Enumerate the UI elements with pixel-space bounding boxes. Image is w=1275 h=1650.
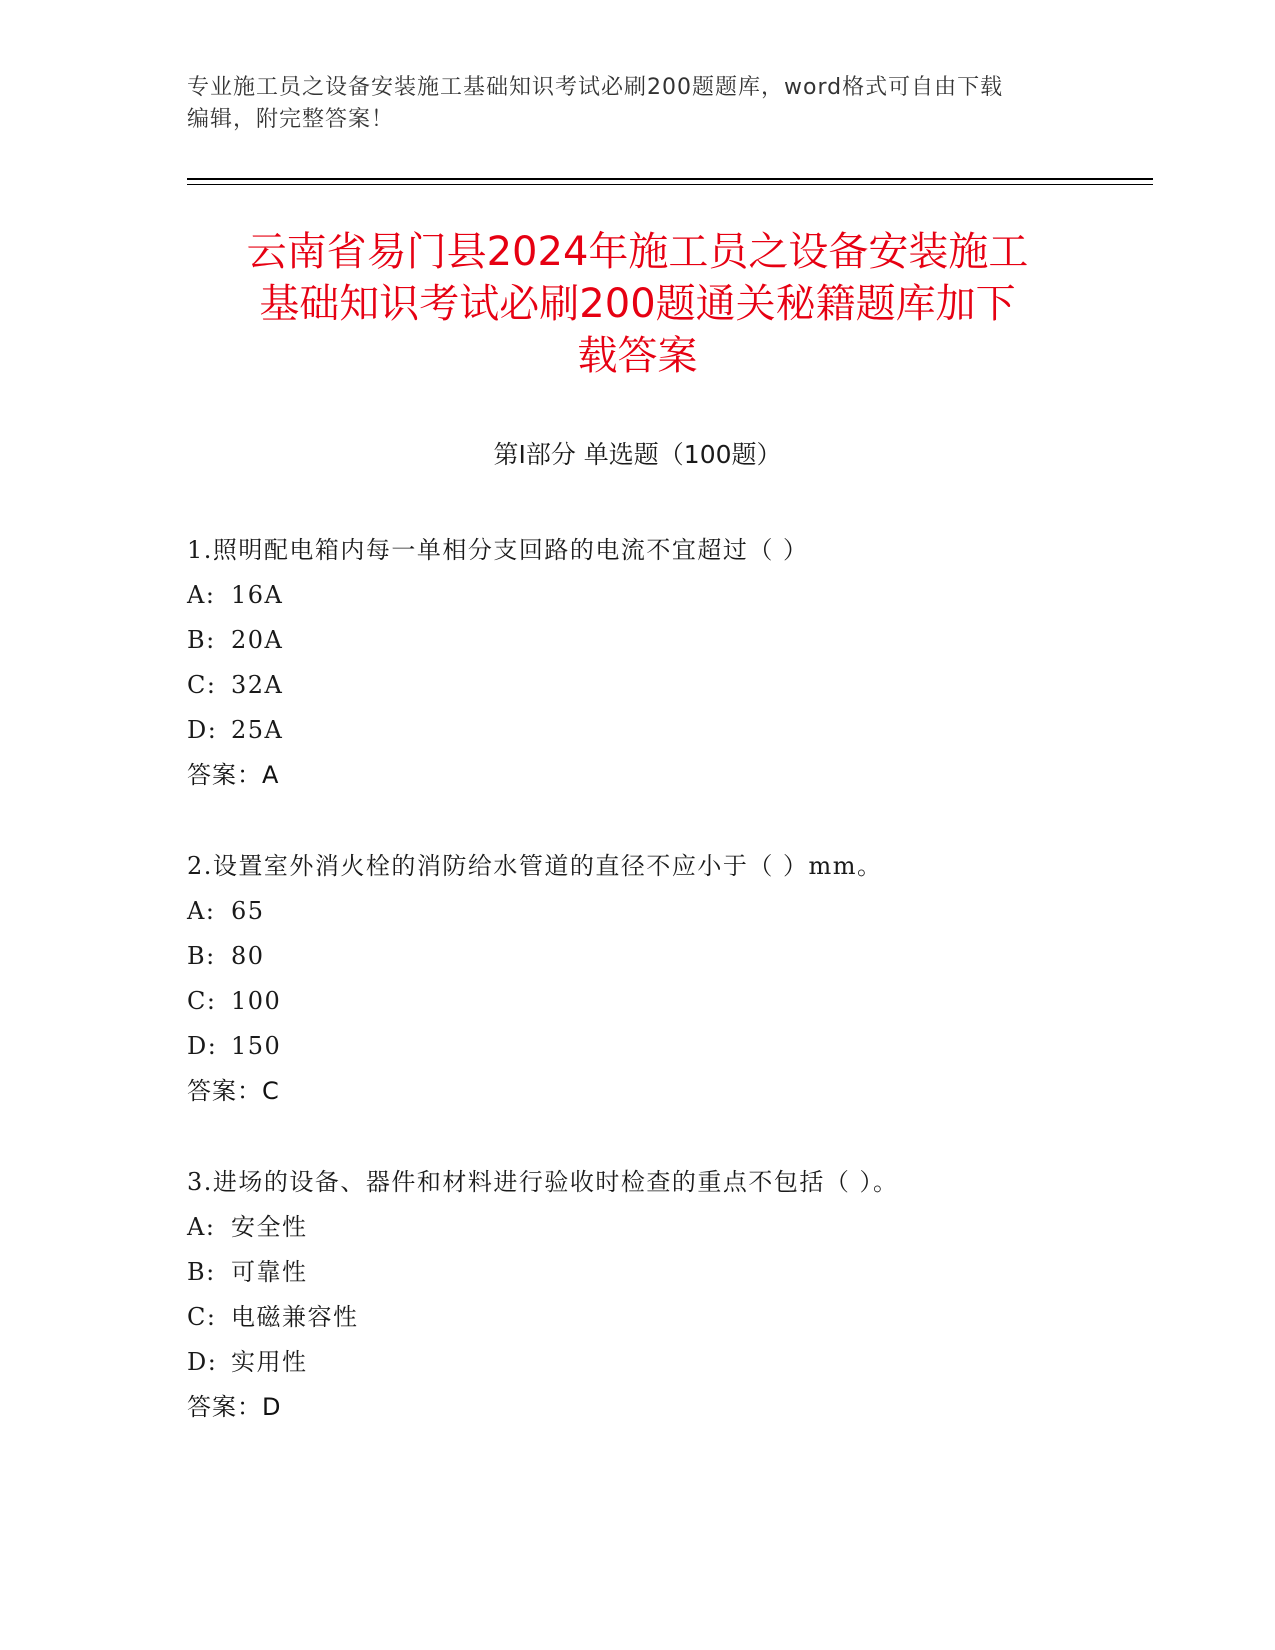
option-label: A:	[187, 1213, 216, 1241]
option-label: B:	[187, 1258, 216, 1286]
option-text: 电磁兼容性	[231, 1303, 359, 1331]
option-text: 80	[231, 942, 265, 970]
answer-line: 答案：C	[187, 1077, 280, 1105]
option-label: B:	[187, 626, 216, 654]
option-text: 150	[231, 1032, 282, 1060]
option-d	[187, 708, 1137, 753]
header-note-line-1: 专业施工员之设备安装施工基础知识考试必刷200题题库，word格式可自由下载	[187, 75, 1004, 100]
option-d	[187, 1024, 1137, 1069]
option-text: 16A	[231, 581, 284, 609]
option-c	[187, 663, 1137, 708]
option-b	[187, 934, 1137, 979]
option-label: A:	[187, 581, 216, 609]
option-text: 实用性	[231, 1348, 308, 1376]
option-label: D:	[187, 1348, 218, 1376]
header-note-line-2: 编辑，附完整答案！	[187, 107, 395, 132]
answer-line: 答案：D	[187, 1393, 282, 1421]
question-stem: 3.进场的设备、器件和材料进行验收时检查的重点不包括（ ）。	[187, 1168, 899, 1196]
option-a	[187, 573, 1137, 618]
option-text: 100	[231, 987, 282, 1015]
option-text: 65	[231, 897, 265, 925]
question-item	[187, 1160, 1137, 1430]
document-title	[150, 226, 1125, 382]
option-label: C:	[187, 987, 217, 1015]
option-c	[187, 1295, 1137, 1340]
header-divider-thick	[187, 178, 1153, 180]
question-spacer	[187, 798, 1137, 844]
answer-line: 答案：A	[187, 761, 280, 789]
question-item	[187, 844, 1137, 1114]
option-text: 25A	[231, 716, 284, 744]
option-label: C:	[187, 1303, 217, 1331]
option-label: A:	[187, 897, 216, 925]
question-stem: 2.设置室外消火栓的消防给水管道的直径不应小于（ ）mm。	[187, 852, 883, 880]
option-a	[187, 889, 1137, 934]
document-title-line-3: 载答案	[577, 333, 698, 379]
option-text: 可靠性	[231, 1258, 308, 1286]
option-b	[187, 618, 1137, 663]
question-item	[187, 528, 1137, 798]
document-title-line-2: 基础知识考试必刷200题通关秘籍题库加下	[259, 281, 1016, 327]
option-text: 32A	[231, 671, 284, 699]
header-note	[187, 72, 1087, 136]
option-text: 安全性	[231, 1213, 308, 1241]
option-d	[187, 1340, 1137, 1385]
option-text: 20A	[231, 626, 284, 654]
document-title-line-1: 云南省易门县2024年施工员之设备安装施工	[246, 229, 1029, 275]
option-c	[187, 979, 1137, 1024]
header-divider-thin	[187, 184, 1153, 185]
section-heading: 第Ⅰ部分 单选题（100题）	[493, 440, 782, 469]
question-spacer	[187, 1114, 1137, 1160]
option-label: C:	[187, 671, 217, 699]
option-b	[187, 1250, 1137, 1295]
option-label: D:	[187, 716, 218, 744]
question-stem: 1.照明配电箱内每一单相分支回路的电流不宜超过（ ）	[187, 536, 809, 564]
option-label: B:	[187, 942, 216, 970]
option-a	[187, 1205, 1137, 1250]
question-list	[187, 528, 1137, 1430]
option-label: D:	[187, 1032, 218, 1060]
